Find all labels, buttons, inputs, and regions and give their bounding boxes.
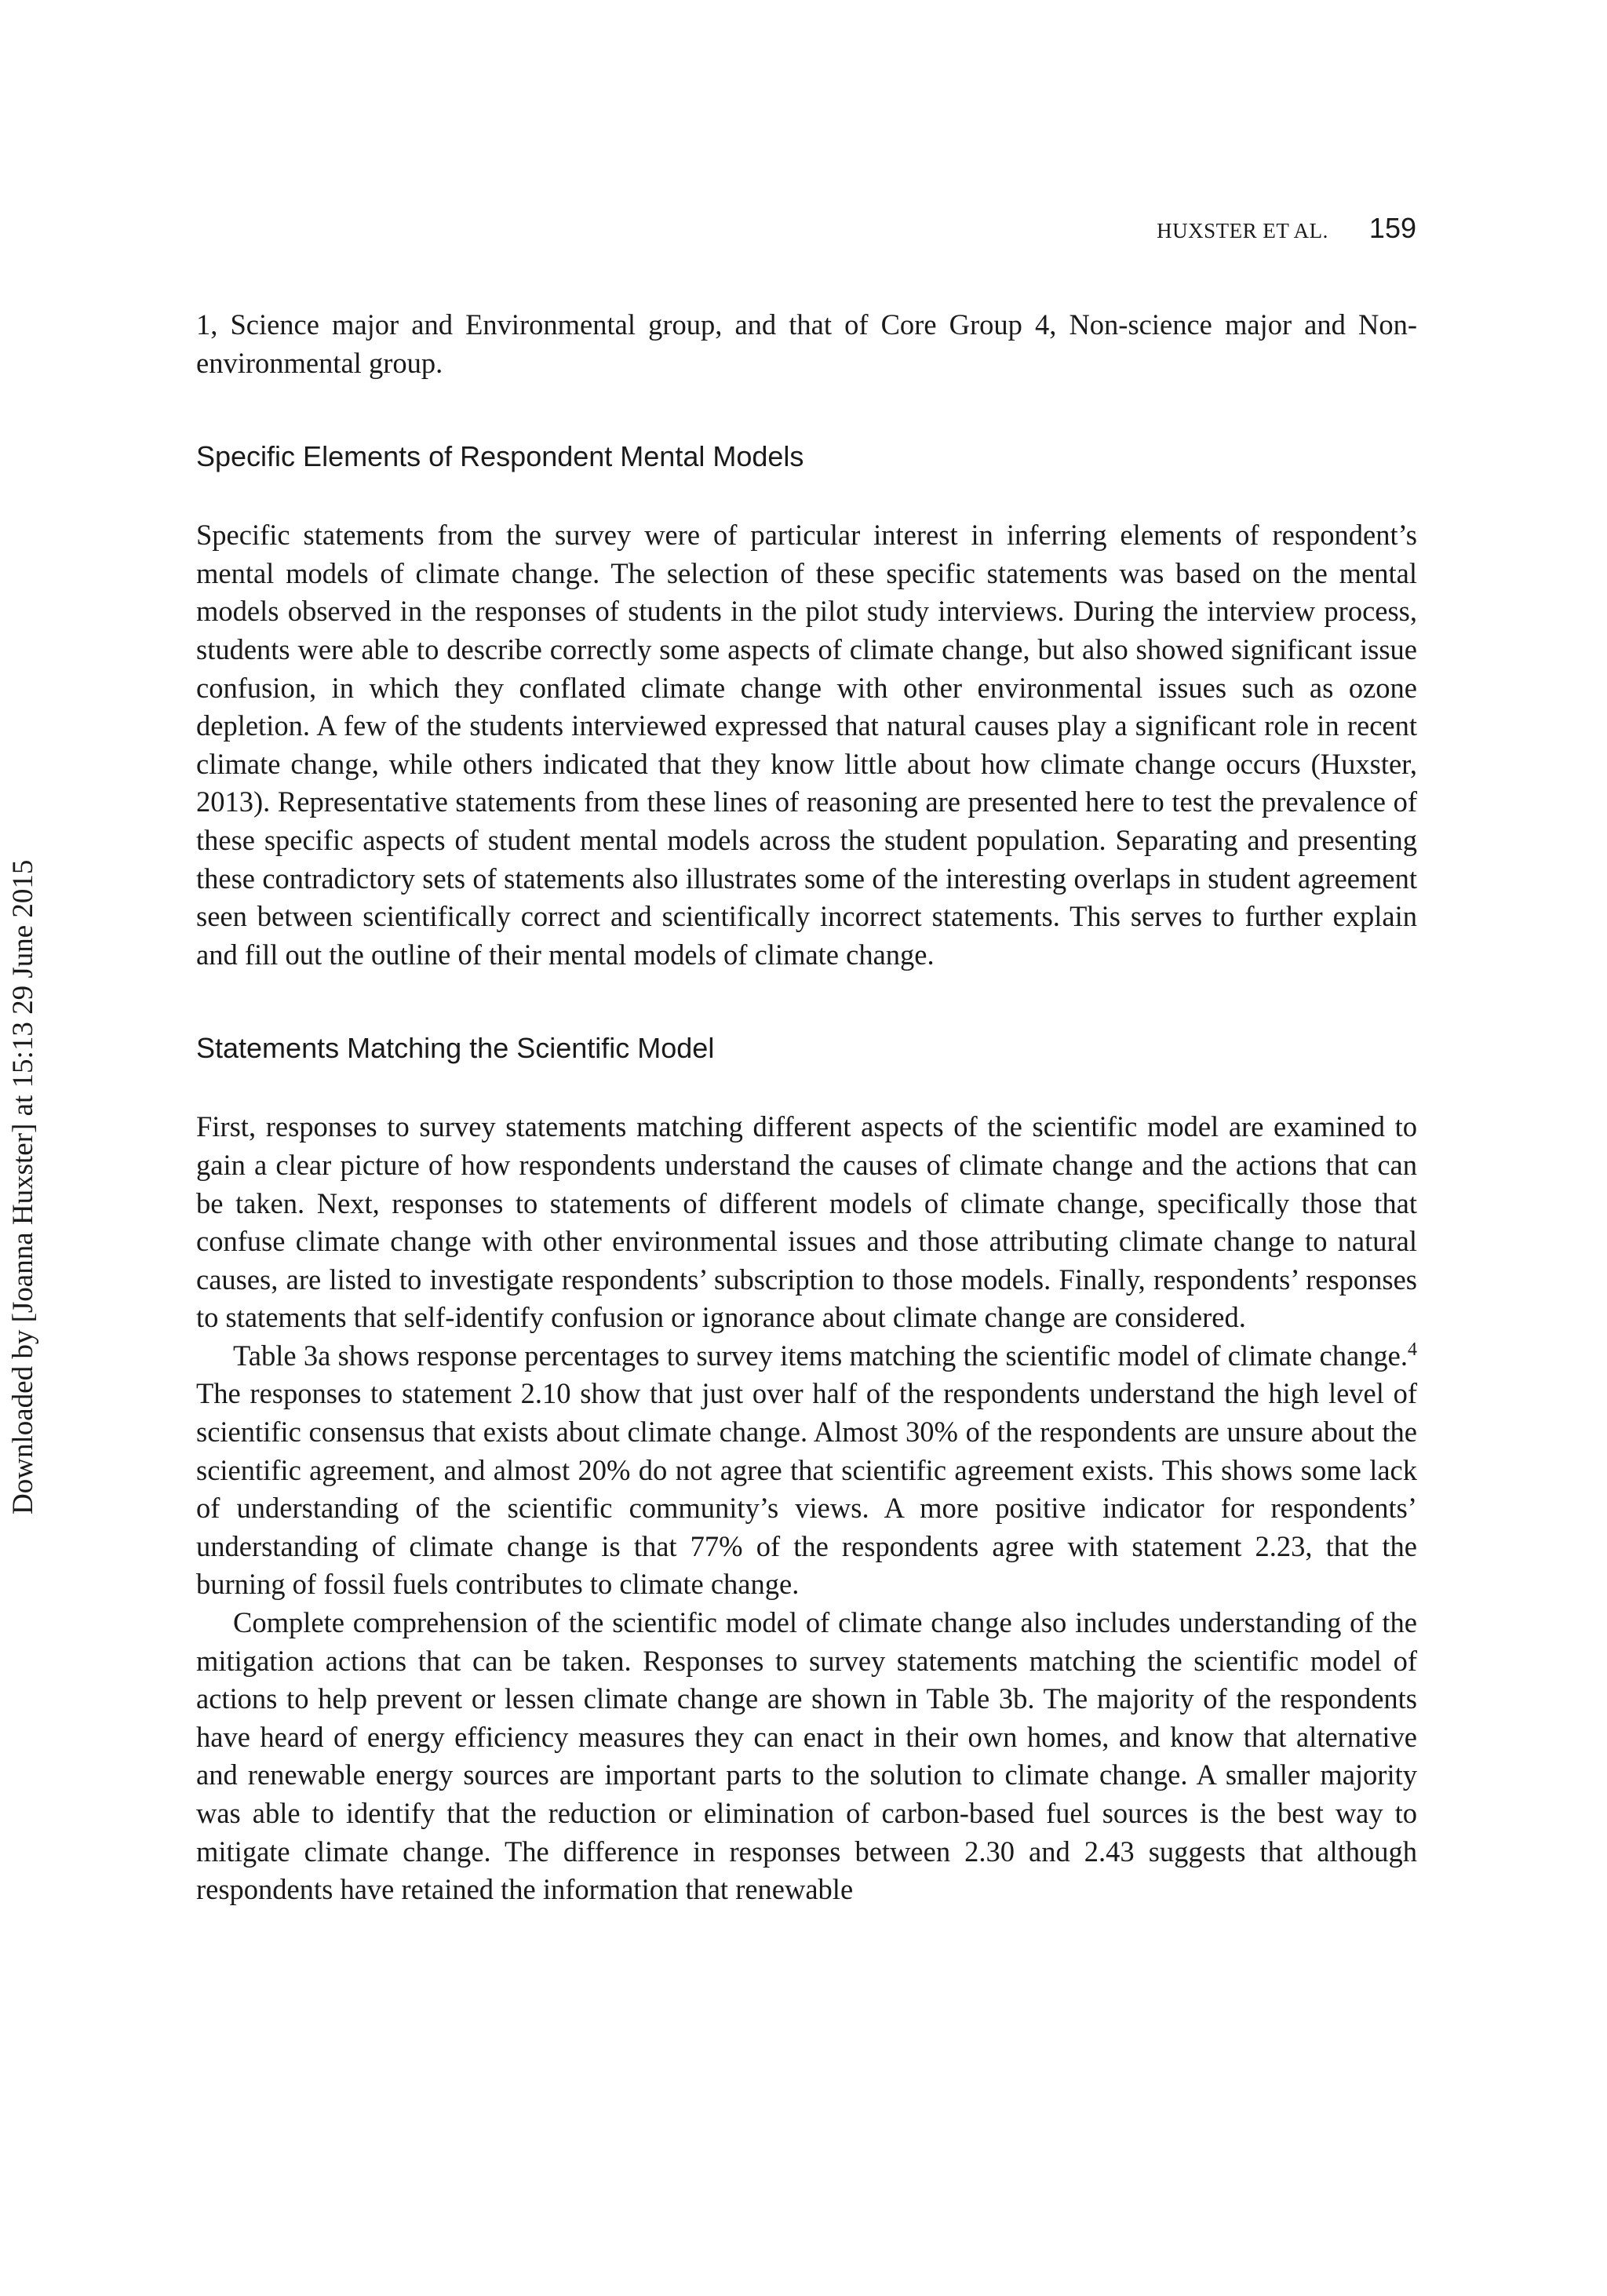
paragraph-mental-models: Specific statements from the survey were of particular interest in inferring elements of respondent’s mental models of climate change. The selection of these specific statements was based on the mental models observed in the responses of students in the pilot study interviews. During the interview process, students were able to describe correctly some aspects of climate change, but also showed significant issue confusion, in which they conflated climate change with other environmental issues such as ozone depletion. A few of the students interviewed expressed that natural causes play a significant role in recent climate change, while others indicated that they know little about how climate change occurs (Huxster, 2013). Representative statements from these lines of reasoning are presented here to test the prevalence of these specific aspects of student mental models across the student population. Separating and presenting these contradictory sets of statements also illustrates some of the interesting overlaps in student agreement seen between scientifically correct and scientifically incorrect statements. This serves to further explain and fill out the outline of their mental models of climate change.	[196, 519, 1417, 971]
opening-paragraph: 1, Science major and Environmental group, and that of Core Group 4, Non-science major and Non-environmental group.	[196, 308, 1417, 379]
paragraph-table-3a-start: Table 3a shows response percentages to survey items matching the scientific model of climate change.	[233, 1339, 1408, 1372]
page-number: 159	[1368, 212, 1416, 244]
paragraph-table-3b: Complete comprehension of the scientific model of climate change also includes understanding of the mitigation actions that can be taken. Responses to survey statements matching the scientific model of actions to help prevent or lessen climate change are shown in Table 3b. The majority of the respondents have heard of energy efficiency measures they can enact in their own homes, and know that alternative and renewable energy sources are important parts to the solution to climate change. A smaller majority was able to identify that the reduction or elimination of carbon-based fuel sources is the best way to mitigate climate change. The difference in responses between 2.30 and 2.43 suggests that although respondents have retained the information that renewable	[196, 1606, 1417, 1906]
running-head	[1157, 212, 1416, 245]
download-notice: Downloaded by [Joanna Huxster] at 15:13 29 June 2015	[7, 859, 39, 1514]
paragraph-scientific-model-intro: First, responses to survey statements matching different aspects of the scientific model are examined to gain a clear picture of how respondents understand the causes of climate change and the actions that can be taken. Next, responses to statements of different models of climate change, specifically those that confuse climate change with other environmental issues and those attributing climate change to natural causes, are listed to investigate respondents’ subscription to those models. Finally, respondents’ responses to statements that self-identify confusion or ignorance about climate change are considered.	[196, 1110, 1417, 1334]
section-heading-scientific-model: Statements Matching the Scientific Model	[196, 1032, 715, 1065]
paragraph-table-3a-rest: The responses to statement 2.10 show that just over half of the respondents understand the high level of scientific consensus that exists about climate change. Almost 30% of the respondents are unsure about the scientific agreement, and almost 20% do not agree that scientific agreement exists. This shows some lack of understanding of the scientific community’s views. A more positive indicator for respondents’ understanding of climate change is that 77% of the respondents agree with statement 2.23, that the burning of fossil fuels contributes to climate change.	[196, 1377, 1417, 1601]
footnote-marker: 4	[1408, 1339, 1417, 1360]
paragraph-table-3a	[196, 1337, 1417, 1604]
running-head-authors: HUXSTER ET AL.	[1157, 219, 1328, 242]
article-body	[196, 306, 1417, 1909]
section-heading-mental-models: Specific Elements of Respondent Mental Models	[196, 440, 804, 473]
